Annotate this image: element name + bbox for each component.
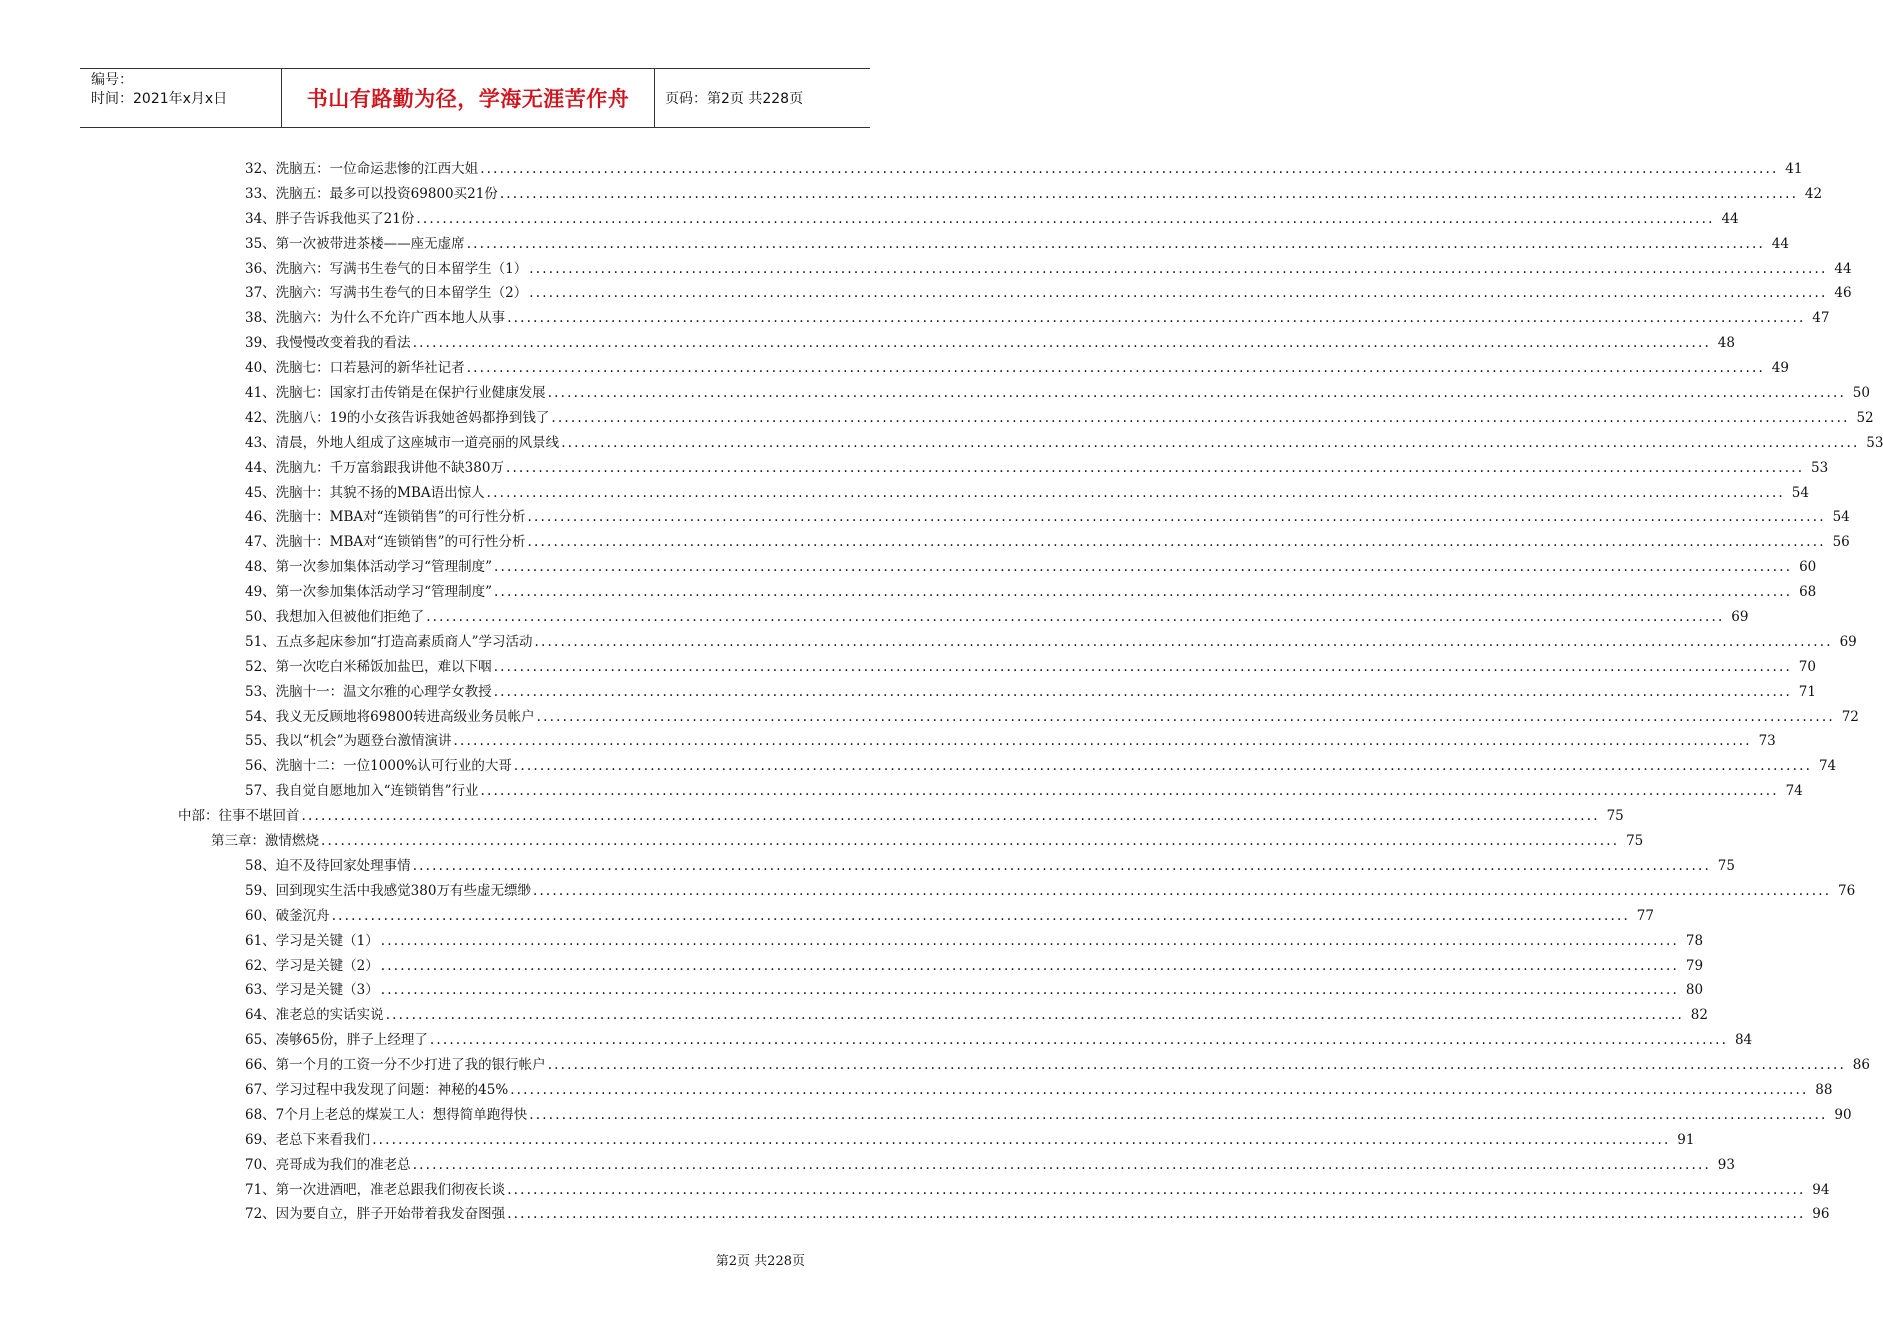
toc-entry[interactable]: [0, 854, 1735, 879]
toc-entry-title: 65、凑够65份，胖子上经理了: [245, 1032, 428, 1049]
toc-entry-page: 70: [1798, 658, 1816, 675]
toc-entry[interactable]: [0, 829, 1644, 854]
toc-entry[interactable]: [0, 406, 1874, 431]
toc-leader-dots: ........................................................................................................................................................................................................: [493, 658, 1792, 675]
toc-entry[interactable]: [0, 530, 1850, 555]
toc-entry[interactable]: [0, 580, 1817, 605]
toc-entry[interactable]: [0, 1003, 1708, 1028]
toc-entry-page: 75: [1606, 808, 1624, 825]
toc-leader-dots: ........................................................................................................................................................................................................: [301, 808, 1600, 825]
toc-entry-title: 43、清晨，外地人组成了这座城市一道亮丽的风景线: [245, 434, 560, 451]
toc-entry-page: 73: [1758, 733, 1776, 750]
toc-leader-dots: ........................................................................................................................................................................................................: [321, 833, 1620, 850]
toc-entry-title: 37、洗脑六：写满书生卷气的日本留学生（2）: [245, 285, 528, 302]
toc-leader-dots: ........................................................................................................................................................................................................: [551, 409, 1850, 426]
toc-entry-page: 49: [1771, 360, 1789, 377]
toc-entry-title: 59、回到现实生活中我感觉380万有些虚无缥缈: [245, 882, 531, 899]
toc-entry-title: 56、洗脑十二：一位1000%认可行业的大哥: [245, 758, 512, 775]
toc-entry-page: 53: [1866, 434, 1883, 451]
toc-entry-title: 39、我慢慢改变着我的看法: [245, 335, 411, 352]
toc-entry-page: 79: [1685, 957, 1704, 974]
toc-leader-dots: ........................................................................................................................................................................................................: [480, 161, 1779, 177]
toc-leader-dots: ........................................................................................................................................................................................................: [547, 1057, 1846, 1074]
toc-entry[interactable]: [0, 1128, 1695, 1153]
toc-entry[interactable]: [0, 431, 1883, 456]
toc-entry[interactable]: [0, 904, 1654, 929]
toc-leader-dots: ........................................................................................................................................................................................................: [380, 957, 1680, 974]
toc-entry[interactable]: [0, 1202, 1830, 1227]
toc-entry[interactable]: [0, 605, 1749, 630]
toc-leader-dots: ........................................................................................................................................................................................................: [486, 484, 1785, 501]
toc-entry[interactable]: [0, 1103, 1852, 1128]
toc-entry[interactable]: [0, 978, 1704, 1003]
header-motto: 书山有路勤为径，学海无涯苦作舟: [282, 69, 655, 127]
toc-entry-title: 60、破釜沉舟: [245, 907, 330, 924]
toc-leader-dots: ........................................................................................................................................................................................................: [505, 459, 1805, 476]
toc-entry-page: 46: [1834, 285, 1852, 302]
toc-entry-page: 50: [1852, 385, 1870, 402]
toc-leader-dots: ........................................................................................................................................................................................................: [561, 434, 1860, 451]
toc-entry[interactable]: [0, 1153, 1735, 1178]
toc-entry[interactable]: [0, 954, 1704, 979]
toc-leader-dots: ........................................................................................................................................................................................................: [507, 310, 1806, 327]
toc-leader-dots: ........................................................................................................................................................................................................: [510, 1081, 1809, 1098]
number-label: 编号：: [91, 72, 133, 88]
toc-leader-dots: ........................................................................................................................................................................................................: [507, 1206, 1806, 1223]
toc-entry-title: 40、洗脑七：口若悬河的新华社记者: [245, 360, 465, 377]
toc-entry-page: 74: [1785, 783, 1803, 800]
toc-entry-page: 75: [1626, 833, 1644, 850]
toc-entry[interactable]: [0, 879, 1856, 904]
toc-entry-title: 70、亮哥成为我们的准老总: [245, 1156, 411, 1173]
toc-leader-dots: ........................................................................................................................................................................................................: [493, 683, 1792, 700]
toc-entry[interactable]: [0, 207, 1739, 232]
toc-leader-dots: ........................................................................................................................................................................................................: [507, 1181, 1806, 1198]
toc-leader-dots: ........................................................................................................................................................................................................: [493, 584, 1793, 601]
toc-leader-dots: ........................................................................................................................................................................................................: [453, 733, 1752, 750]
toc-leader-dots: ........................................................................................................................................................................................................: [380, 982, 1680, 999]
toc-entry-title: 57、我自觉自愿地加入“连锁销售”行业: [245, 783, 479, 800]
toc-entry-page: 84: [1734, 1032, 1753, 1049]
toc-entry-title: 47、洗脑十：MBA对“连锁销售”的可行性分析: [245, 534, 526, 551]
toc-entry-title: 58、迫不及待回家处理事情: [245, 857, 411, 874]
toc-entry-title: 45、洗脑十：其貌不扬的MBA语出惊人: [245, 484, 485, 501]
toc-entry[interactable]: [0, 481, 1809, 506]
toc-entry[interactable]: [0, 804, 1624, 829]
toc-entry-page: 78: [1685, 932, 1704, 949]
toc-entry-page: 48: [1717, 335, 1735, 352]
time-label: 时间：2021年x月x日: [91, 91, 228, 107]
toc-entry-page: 52: [1856, 409, 1874, 426]
toc-entry-page: 47: [1812, 310, 1830, 327]
toc-entry-title: 54、我义无反顾地将69800转进高级业务员帐户: [245, 708, 535, 725]
toc-entry-page: 94: [1812, 1181, 1830, 1198]
toc-entry-page: 71: [1798, 683, 1816, 700]
toc-entry[interactable]: [0, 630, 1857, 655]
toc-entry[interactable]: [0, 182, 1823, 207]
toc-entry-page: 68: [1799, 584, 1817, 601]
toc-leader-dots: ........................................................................................................................................................................................................: [480, 783, 1779, 800]
toc-entry[interactable]: [0, 754, 1837, 779]
header-page-label: 页码：第2页 共228页: [665, 91, 804, 107]
toc-entry-page: 42: [1804, 185, 1823, 202]
toc-entry-title: 71、第一次进酒吧，准老总跟我们彻夜长谈: [245, 1181, 506, 1198]
toc-entry-page: 88: [1815, 1081, 1833, 1098]
toc-entry[interactable]: [0, 356, 1789, 381]
toc-leader-dots: ........................................................................................................................................................................................................: [331, 907, 1630, 924]
toc-entry-page: 44: [1771, 235, 1789, 252]
toc-leader-dots: ........................................................................................................................................................................................................: [547, 385, 1846, 402]
toc-entry[interactable]: [0, 729, 1776, 754]
table-of-contents: [0, 157, 1883, 1227]
toc-entry[interactable]: [0, 1078, 1833, 1103]
toc-entry-title: 68、7个月上老总的煤炭工人：想得简单跑得快: [245, 1106, 528, 1123]
toc-entry-title: 62、学习是关键（2）: [245, 957, 379, 974]
toc-entry-title: 35、第一次被带进茶楼——座无虚席: [245, 235, 465, 252]
footer-page-label: 第2页 共228页: [715, 1254, 805, 1269]
toc-entry-page: 54: [1791, 484, 1809, 501]
toc-entry-page: 91: [1677, 1131, 1695, 1148]
toc-leader-dots: ........................................................................................................................................................................................................: [536, 708, 1835, 725]
toc-entry-page: 60: [1799, 559, 1817, 576]
toc-entry[interactable]: [0, 257, 1852, 282]
toc-entry-title: 69、老总下来看我们: [245, 1131, 371, 1148]
toc-entry-page: 77: [1636, 907, 1654, 924]
toc-entry-page: 69: [1839, 633, 1857, 650]
toc-entry[interactable]: [0, 381, 1870, 406]
toc-leader-dots: ........................................................................................................................................................................................................: [416, 210, 1715, 227]
toc-leader-dots: ........................................................................................................................................................................................................: [529, 285, 1828, 302]
toc-leader-dots: ........................................................................................................................................................................................................: [493, 559, 1793, 576]
toc-entry-page: 90: [1834, 1106, 1852, 1123]
toc-entry-title: 42、洗脑八：19的小女孩告诉我她爸妈都挣到钱了: [245, 409, 550, 426]
toc-entry-title: 61、学习是关键（1）: [245, 932, 379, 949]
toc-entry-page: 72: [1841, 708, 1859, 725]
toc-leader-dots: ........................................................................................................................................................................................................: [466, 360, 1765, 377]
toc-entry-title: 64、准老总的实话实说: [245, 1007, 384, 1024]
toc-entry-page: 54: [1832, 509, 1850, 526]
toc-entry-page: 74: [1818, 758, 1837, 775]
toc-entry[interactable]: [0, 232, 1789, 257]
toc-entry-title: 48、第一次参加集体活动学习“管理制度”: [245, 559, 492, 576]
toc-entry-page: 44: [1721, 210, 1739, 227]
toc-leader-dots: ........................................................................................................................................................................................................: [527, 534, 1826, 551]
toc-entry[interactable]: [0, 306, 1830, 331]
toc-entry-title: 33、洗脑五：最多可以投资69800买21份: [245, 185, 498, 202]
toc-entry-title: 38、洗脑六：为什么不允许广西本地人从事: [245, 310, 506, 327]
toc-entry-page: 82: [1690, 1007, 1708, 1024]
toc-entry-title: 53、洗脑十一：温文尔雅的心理学女教授: [245, 683, 492, 700]
toc-leader-dots: ........................................................................................................................................................................................................: [385, 1007, 1684, 1024]
toc-entry-title: 72、因为要自立，胖子开始带着我发奋图强: [245, 1206, 506, 1223]
toc-entry[interactable]: [0, 1053, 1870, 1078]
toc-entry[interactable]: [0, 1178, 1830, 1203]
toc-entry-title: 55、我以“机会”为题登台激情演讲: [245, 733, 452, 750]
toc-entry[interactable]: [0, 1028, 1753, 1053]
toc-entry-page: 44: [1834, 260, 1852, 277]
toc-leader-dots: ........................................................................................................................................................................................................: [412, 335, 1711, 352]
toc-entry-title: 52、第一次吃白米稀饭加盐巴，难以下咽: [245, 658, 492, 675]
toc-entry-title: 50、我想加入但被他们拒绝了: [245, 609, 425, 626]
toc-leader-dots: ........................................................................................................................................................................................................: [372, 1131, 1671, 1148]
toc-leader-dots: ........................................................................................................................................................................................................: [534, 633, 1833, 650]
toc-entry[interactable]: [0, 655, 1816, 680]
toc-entry-page: 86: [1852, 1057, 1870, 1074]
toc-leader-dots: ........................................................................................................................................................................................................: [513, 758, 1813, 775]
toc-leader-dots: ........................................................................................................................................................................................................: [529, 260, 1828, 277]
toc-entry-title: 66、第一个月的工资一分不少打进了我的银行帐户: [245, 1057, 546, 1074]
toc-entry-page: 56: [1832, 534, 1850, 551]
toc-entry-page: 53: [1811, 459, 1829, 476]
toc-leader-dots: ........................................................................................................................................................................................................: [527, 509, 1826, 526]
toc-entry-title: 63、学习是关键（3）: [245, 982, 379, 999]
toc-entry-title: 44、洗脑九：千万富翁跟我讲他不缺380万: [245, 459, 504, 476]
toc-leader-dots: ........................................................................................................................................................................................................: [380, 932, 1680, 949]
page-header: [80, 68, 870, 128]
toc-entry-page: 96: [1812, 1206, 1830, 1223]
toc-entry-title: 49、第一次参加集体活动学习“管理制度”: [245, 584, 492, 601]
toc-entry[interactable]: [0, 331, 1735, 356]
toc-leader-dots: ........................................................................................................................................................................................................: [412, 1156, 1711, 1173]
toc-leader-dots: ........................................................................................................................................................................................................: [532, 882, 1832, 899]
toc-entry-page: 93: [1717, 1156, 1735, 1173]
toc-entry-page: 75: [1717, 857, 1735, 874]
toc-leader-dots: ........................................................................................................................................................................................................: [529, 1106, 1828, 1123]
toc-leader-dots: ........................................................................................................................................................................................................: [429, 1032, 1729, 1049]
toc-entry[interactable]: [0, 779, 1803, 804]
toc-entry-title: 41、洗脑七：国家打击传销是在保护行业健康发展: [245, 385, 546, 402]
toc-entry-title: 中部：往事不堪回首: [178, 808, 300, 825]
toc-entry-page: 69: [1731, 609, 1749, 626]
header-meta: [80, 69, 282, 127]
toc-entry-title: 34、胖子告诉我他买了21份: [245, 210, 415, 227]
toc-entry[interactable]: [0, 680, 1816, 705]
toc-leader-dots: ........................................................................................................................................................................................................: [466, 235, 1765, 252]
toc-entry-title: 36、洗脑六：写满书生卷气的日本留学生（1）: [245, 260, 528, 277]
toc-entry-title: 第三章：激情燃烧: [211, 833, 319, 850]
toc-entry-page: 41: [1785, 161, 1803, 177]
toc-entry-title: 46、洗脑十：MBA对“连锁销售”的可行性分析: [245, 509, 526, 526]
toc-entry-page: 76: [1838, 882, 1856, 899]
toc-entry-title: 32、洗脑五：一位命运悲惨的江西大姐: [245, 161, 479, 177]
toc-leader-dots: ........................................................................................................................................................................................................: [412, 857, 1711, 874]
toc-leader-dots: ........................................................................................................................................................................................................: [499, 185, 1799, 202]
toc-entry-page: 80: [1685, 982, 1704, 999]
toc-entry[interactable]: [0, 456, 1829, 481]
toc-entry[interactable]: [0, 705, 1859, 730]
toc-entry-title: 51、五点多起床参加“打造高素质商人”学习活动: [245, 633, 533, 650]
toc-entry[interactable]: [0, 555, 1817, 580]
toc-entry[interactable]: [0, 281, 1852, 306]
toc-entry[interactable]: [0, 929, 1704, 954]
toc-entry[interactable]: [0, 505, 1850, 530]
toc-entry[interactable]: [0, 157, 1803, 182]
toc-entry-title: 67、学习过程中我发现了问题：神秘的45%: [245, 1081, 509, 1098]
toc-leader-dots: ........................................................................................................................................................................................................: [426, 609, 1725, 626]
